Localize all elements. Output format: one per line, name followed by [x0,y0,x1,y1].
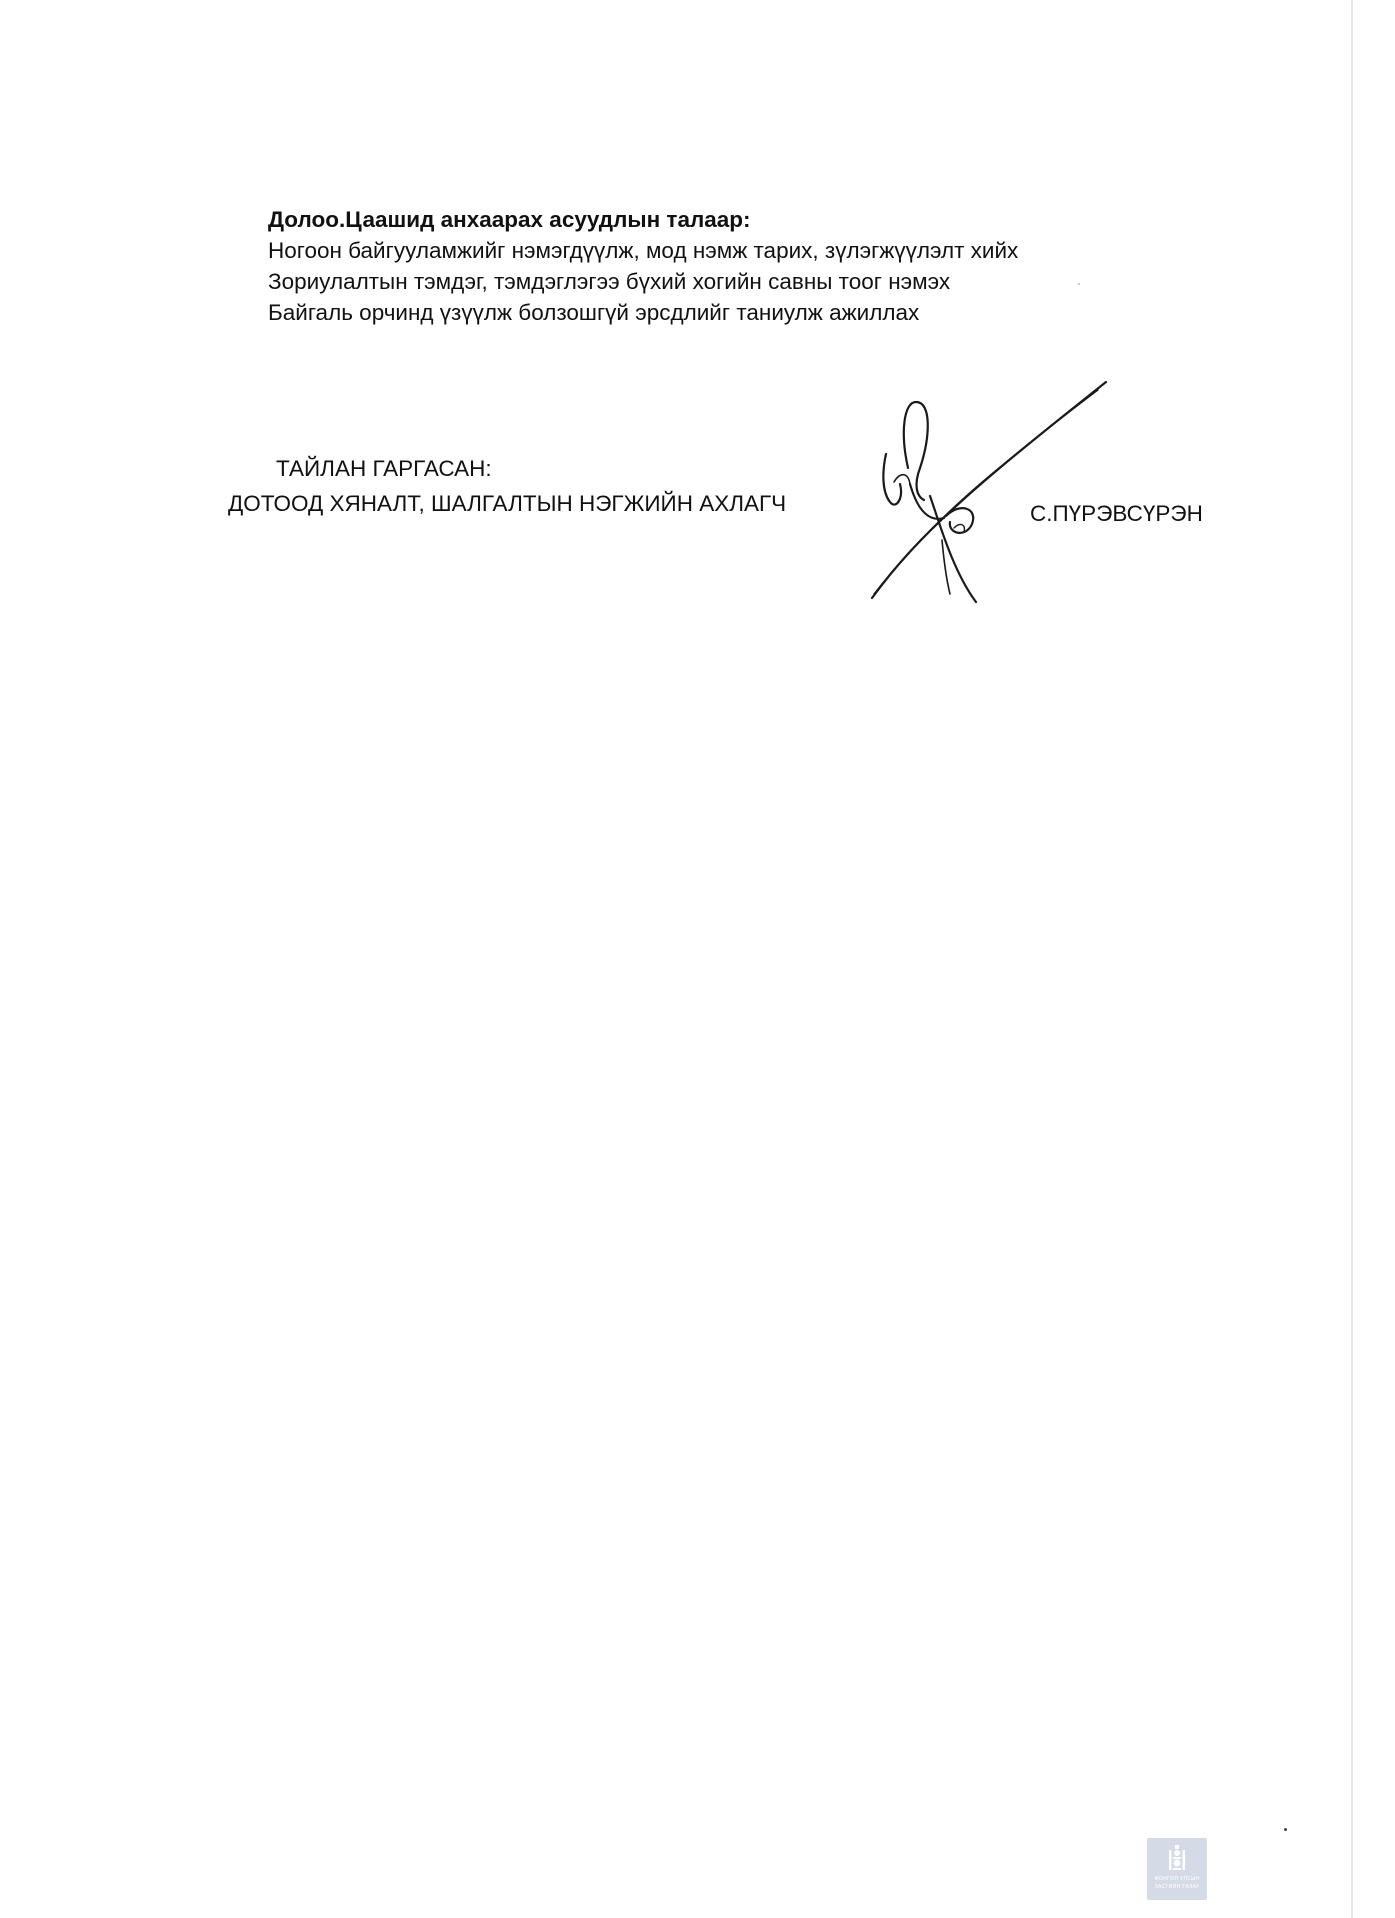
section-line: Ногоон байгууламжийг нэмэгдүүлж, мод нэмж тарих, зүлэгжүүлэлт хийх [268,238,1019,263]
future-attention-section [268,204,1168,328]
government-emblem-badge [1147,1838,1207,1900]
report-prepared-label: ТАЙЛАН ГАРГАСАН: [276,456,492,481]
section-line: Байгаль орчинд үзүүлж болзошгүй эрсдлийг таниулж ажиллах [268,300,920,325]
page-edge [1351,0,1353,1918]
signer-position: ДОТООД ХЯНАЛТ, ШАЛГАЛТЫН НЭГЖИЙН АХЛАГЧ [228,491,787,516]
handwritten-signature [860,372,1120,612]
emblem-text-line2: ЗАСГИЙН ГАЗАР [1154,1884,1200,1890]
section-heading: Долоо.Цаашид анхаарах асуудлын талаар: [268,207,751,232]
signer-name: С.ПҮРЭВСҮРЭН [1030,501,1203,526]
emblem-text-line1: МОНГОЛ УЛСЫН [1154,1876,1200,1882]
scan-speck [1078,283,1080,285]
scan-speck [1284,1828,1287,1831]
soyombo-emblem-icon [1164,1844,1190,1874]
section-line: Зориулалтын тэмдэг, тэмдэглэгээ бүхий хогийн савны тоог нэмэх [268,269,951,294]
